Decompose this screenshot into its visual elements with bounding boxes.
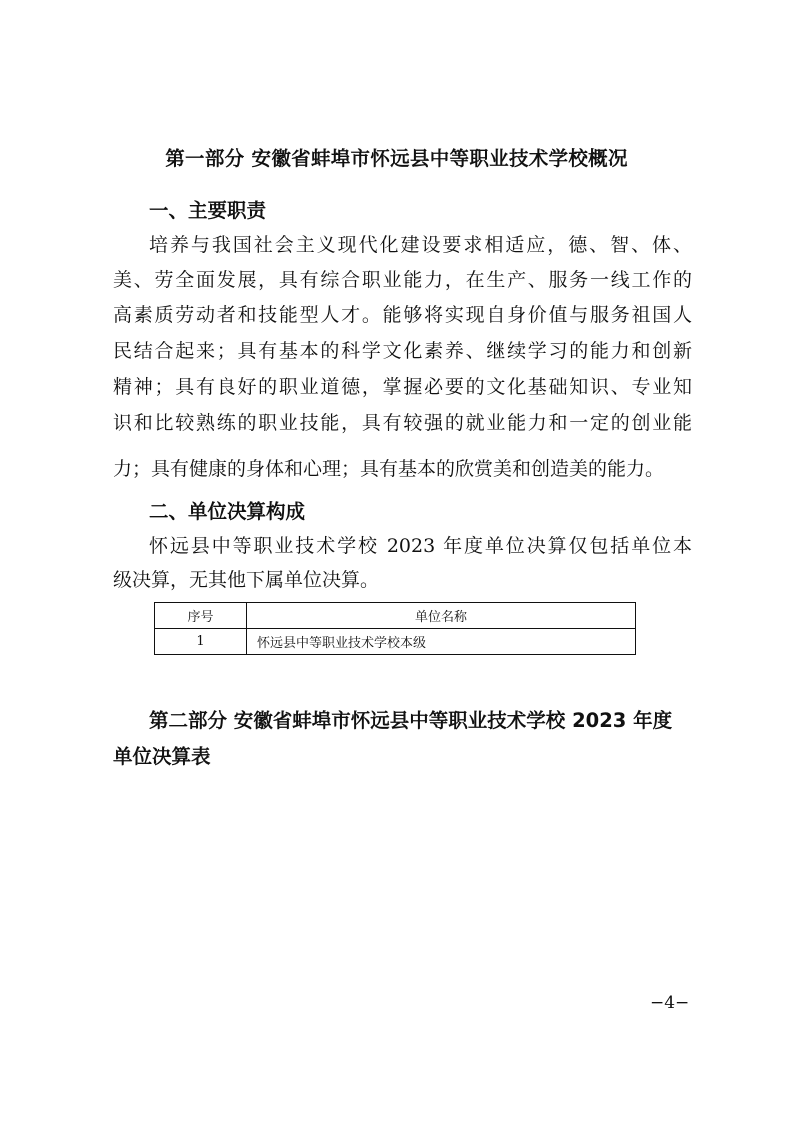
part-two-title-continued: 单位决算表 [113,745,211,768]
page-number: −4− [650,993,690,1013]
paragraph-line: 民结合起来；具有基本的科学文化素养、继续学习的能力和创新 [113,340,692,362]
section-heading-main-duties: 一、主要职责 [149,199,267,222]
paragraph-line: 美、劳全面发展，具有综合职业能力，在生产、服务一线工作的 [113,269,692,291]
table-row [155,629,636,655]
paragraph-line: 怀远县中等职业技术学校 2023 年度单位决算仅包括单位本 [149,535,692,557]
paragraph-line: 高素质劳动者和技能型人才。能够将实现自身价值与服务祖国人 [113,304,692,326]
paragraph-line: 培养与我国社会主义现代化建设要求相适应，德、智、体、 [149,234,692,256]
unit-table [154,602,636,655]
table-header-unit-name: 单位名称 [247,603,636,629]
paragraph-line: 级决算，无其他下属单位决算。 [113,569,380,591]
paragraph-line: 力；具有健康的身体和心理；具有基本的欣赏美和创造美的能力。 [113,458,665,480]
table-header-seq: 序号 [155,603,247,629]
paragraph-line: 识和比较熟练的职业技能，具有较强的就业能力和一定的创业能 [113,412,692,434]
table-cell-seq: 1 [155,629,247,655]
paragraph-line: 精神；具有良好的职业道德，掌握必要的文化基础知识、专业知 [113,376,692,398]
section-heading-unit-composition: 二、单位决算构成 [149,500,306,523]
part-one-title: 第一部分 安徽省蚌埠市怀远县中等职业技术学校概况 [165,147,628,170]
table-header-row [155,603,636,629]
part-two-title: 第二部分 安徽省蚌埠市怀远县中等职业技术学校 2023 年度 [149,709,673,732]
table-cell-unit-name: 怀远县中等职业技术学校本级 [247,629,636,655]
